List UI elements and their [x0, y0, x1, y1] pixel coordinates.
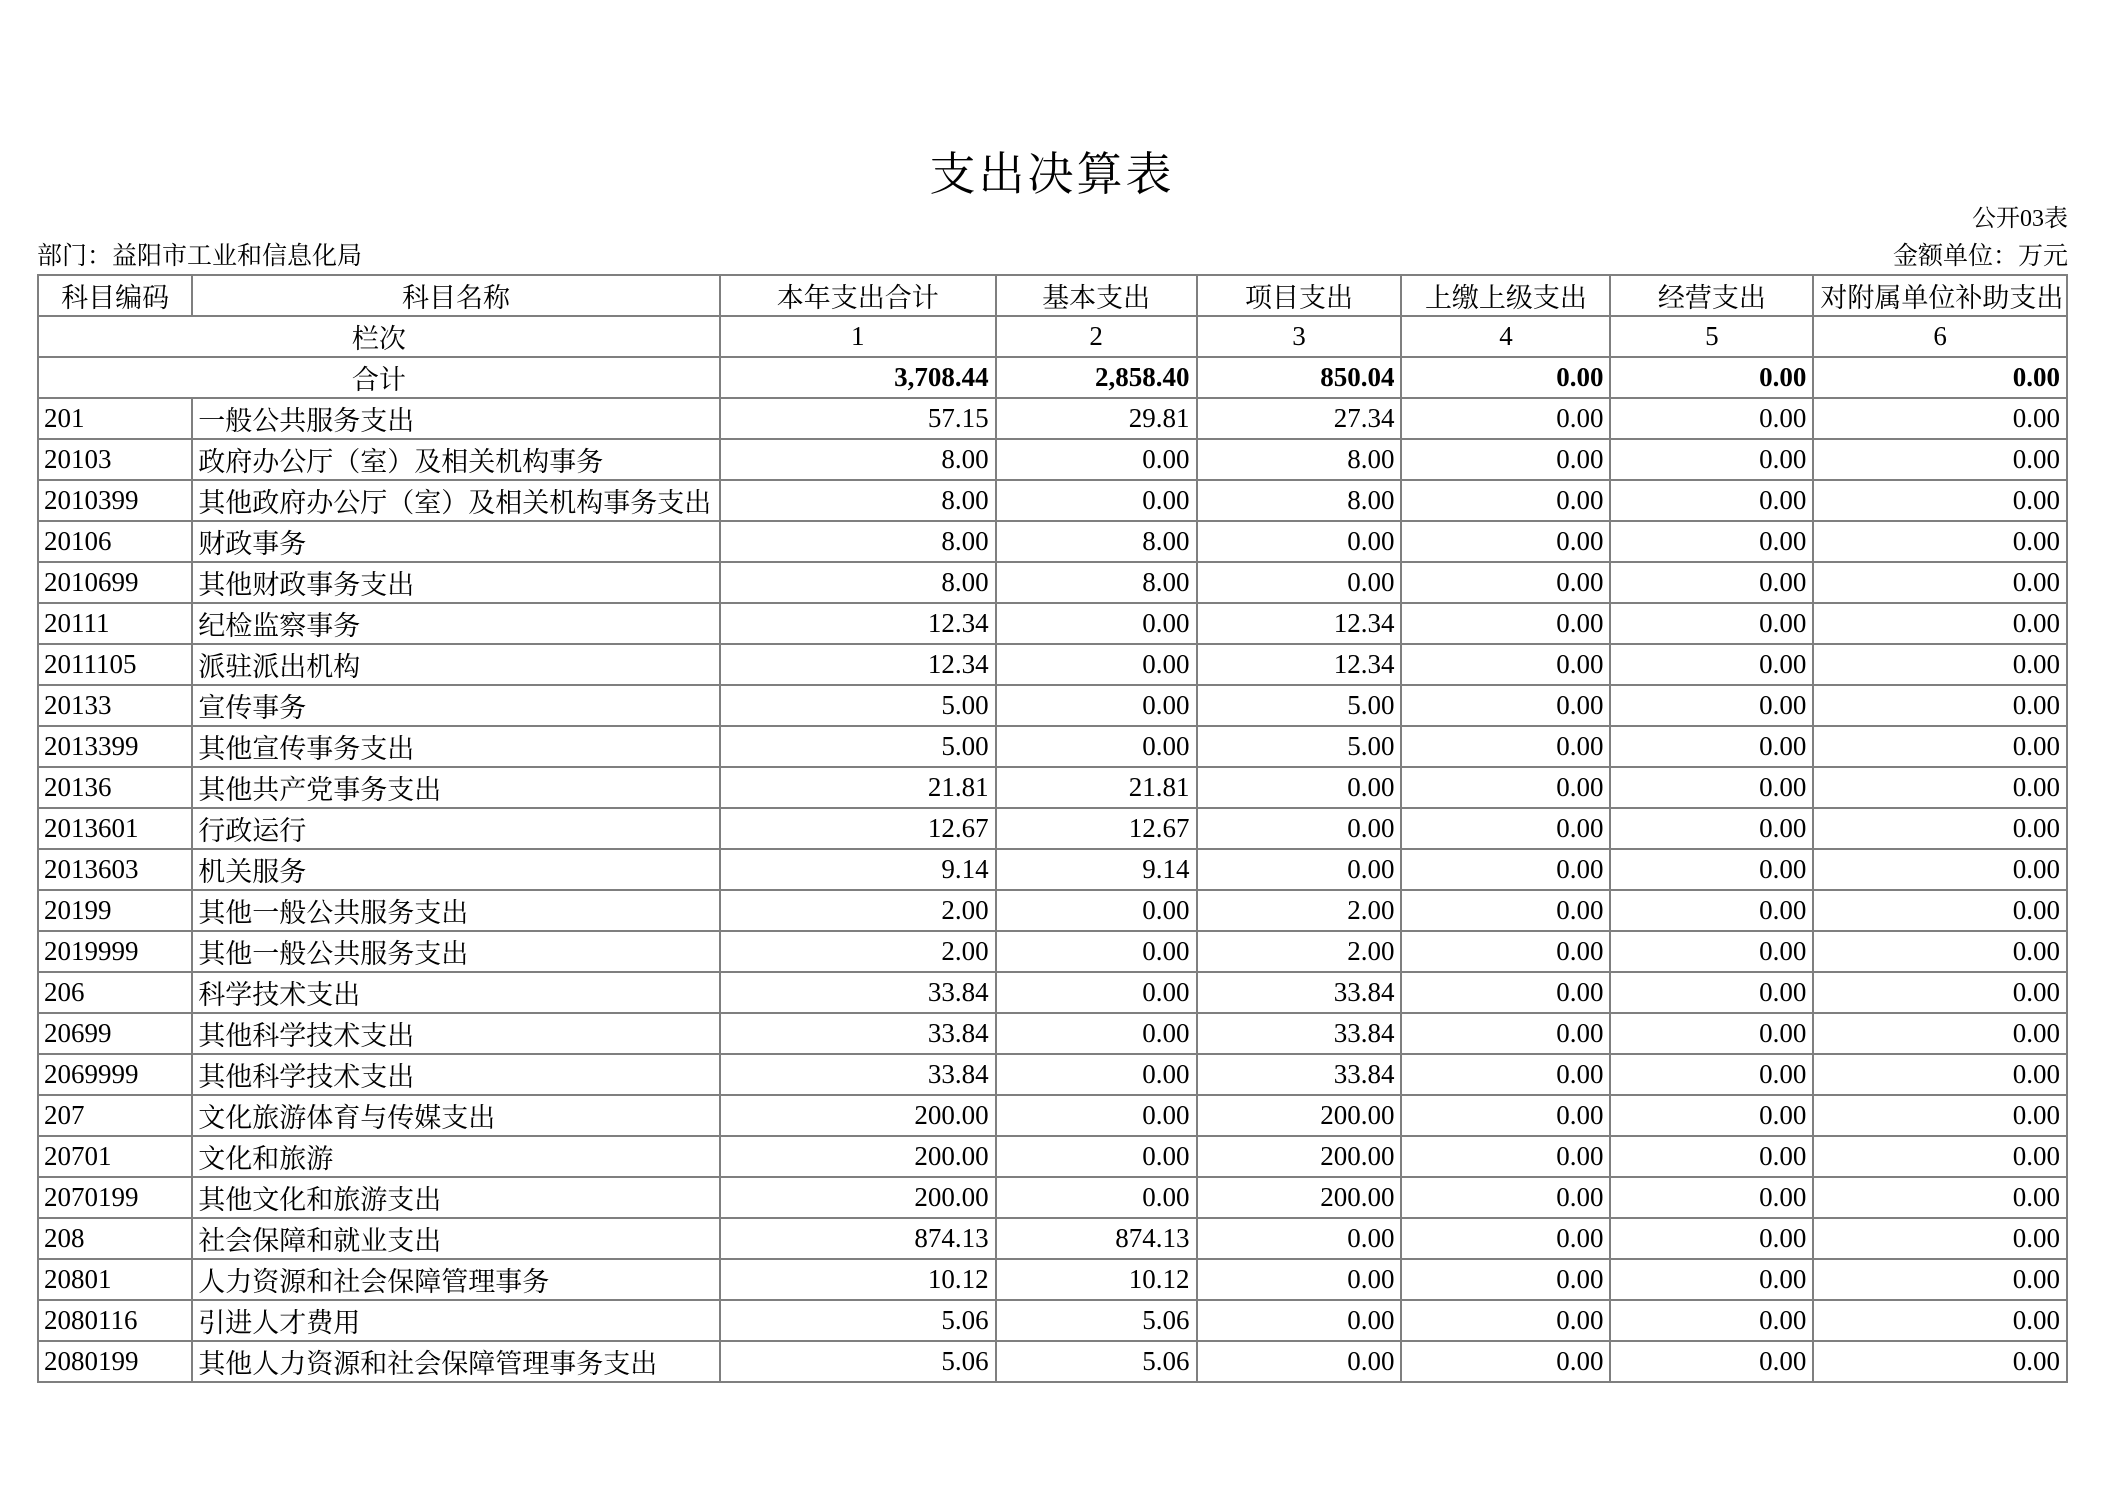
cell-year-total: 8.00: [720, 521, 996, 562]
cell-basic: 0.00: [996, 1054, 1197, 1095]
cell-subject-code: 2013601: [38, 808, 192, 849]
cell-upper-level: 0.00: [1401, 439, 1610, 480]
cell-basic: 0.00: [996, 603, 1197, 644]
cell-basic: 0.00: [996, 1095, 1197, 1136]
total-value-subsidy: 0.00: [1813, 357, 2067, 398]
cell-operating: 0.00: [1610, 849, 1813, 890]
column-number: 1: [720, 316, 996, 357]
cell-subsidy: 0.00: [1813, 1259, 2067, 1300]
cell-project: 0.00: [1197, 1300, 1402, 1341]
cell-operating: 0.00: [1610, 1095, 1813, 1136]
cell-project: 0.00: [1197, 1259, 1402, 1300]
total-row: [38, 357, 2067, 398]
cell-year-total: 874.13: [720, 1218, 996, 1259]
cell-project: 8.00: [1197, 439, 1402, 480]
meta-line: [37, 236, 2068, 272]
cell-subsidy: 0.00: [1813, 849, 2067, 890]
cell-subject-name: 其他人力资源和社会保障管理事务支出: [192, 1341, 720, 1382]
cell-subject-code: 2080199: [38, 1341, 192, 1382]
cell-upper-level: 0.00: [1401, 1095, 1610, 1136]
cell-subject-code: 2070199: [38, 1177, 192, 1218]
cell-project: 0.00: [1197, 1218, 1402, 1259]
cell-upper-level: 0.00: [1401, 480, 1610, 521]
cell-subject-name: 一般公共服务支出: [192, 398, 720, 439]
cell-year-total: 200.00: [720, 1136, 996, 1177]
cell-subject-code: 20699: [38, 1013, 192, 1054]
cell-subsidy: 0.00: [1813, 439, 2067, 480]
cell-subsidy: 0.00: [1813, 562, 2067, 603]
cell-basic: 5.06: [996, 1300, 1197, 1341]
cell-upper-level: 0.00: [1401, 849, 1610, 890]
cell-basic: 0.00: [996, 1177, 1197, 1218]
cell-subject-code: 2019999: [38, 931, 192, 972]
cell-year-total: 21.81: [720, 767, 996, 808]
cell-subject-code: 2069999: [38, 1054, 192, 1095]
col-header-subsidy: 对附属单位补助支出: [1813, 275, 2067, 316]
cell-subject-name: 宣传事务: [192, 685, 720, 726]
cell-subject-code: 20801: [38, 1259, 192, 1300]
cell-subject-code: 20106: [38, 521, 192, 562]
table-row: [38, 480, 2067, 521]
cell-subsidy: 0.00: [1813, 1136, 2067, 1177]
cell-year-total: 5.00: [720, 685, 996, 726]
column-number: 6: [1813, 316, 2067, 357]
cell-subsidy: 0.00: [1813, 1341, 2067, 1382]
cell-basic: 0.00: [996, 931, 1197, 972]
cell-subject-code: 20133: [38, 685, 192, 726]
cell-subject-code: 2011105: [38, 644, 192, 685]
cell-subject-name: 纪检监察事务: [192, 603, 720, 644]
table-row: [38, 726, 2067, 767]
cell-project: 200.00: [1197, 1136, 1402, 1177]
cell-basic: 874.13: [996, 1218, 1197, 1259]
cell-subject-name: 行政运行: [192, 808, 720, 849]
expenditure-table: [37, 274, 2068, 1383]
cell-year-total: 10.12: [720, 1259, 996, 1300]
cell-subject-code: 20701: [38, 1136, 192, 1177]
cell-subject-name: 其他财政事务支出: [192, 562, 720, 603]
total-value-operating: 0.00: [1610, 357, 1813, 398]
cell-year-total: 12.67: [720, 808, 996, 849]
cell-year-total: 200.00: [720, 1095, 996, 1136]
column-number: 5: [1610, 316, 1813, 357]
table-row: [38, 849, 2067, 890]
cell-operating: 0.00: [1610, 1259, 1813, 1300]
cell-operating: 0.00: [1610, 685, 1813, 726]
cell-year-total: 57.15: [720, 398, 996, 439]
cell-basic: 10.12: [996, 1259, 1197, 1300]
cell-project: 8.00: [1197, 480, 1402, 521]
cell-basic: 8.00: [996, 521, 1197, 562]
cell-project: 27.34: [1197, 398, 1402, 439]
cell-subject-name: 政府办公厅（室）及相关机构事务: [192, 439, 720, 480]
cell-basic: 0.00: [996, 480, 1197, 521]
cell-project: 5.00: [1197, 685, 1402, 726]
cell-operating: 0.00: [1610, 1218, 1813, 1259]
cell-operating: 0.00: [1610, 726, 1813, 767]
col-header-project: 项目支出: [1197, 275, 1402, 316]
cell-operating: 0.00: [1610, 1177, 1813, 1218]
cell-operating: 0.00: [1610, 439, 1813, 480]
cell-upper-level: 0.00: [1401, 562, 1610, 603]
cell-year-total: 12.34: [720, 603, 996, 644]
cell-subject-name: 派驻派出机构: [192, 644, 720, 685]
cell-upper-level: 0.00: [1401, 1177, 1610, 1218]
cell-subject-name: 其他科学技术支出: [192, 1054, 720, 1095]
cell-subsidy: 0.00: [1813, 685, 2067, 726]
cell-basic: 0.00: [996, 439, 1197, 480]
cell-upper-level: 0.00: [1401, 1341, 1610, 1382]
cell-project: 12.34: [1197, 603, 1402, 644]
cell-subsidy: 0.00: [1813, 890, 2067, 931]
column-number: 3: [1197, 316, 1402, 357]
column-number-row: [38, 316, 2067, 357]
cell-subject-name: 其他政府办公厅（室）及相关机构事务支出: [192, 480, 720, 521]
cell-upper-level: 0.00: [1401, 1218, 1610, 1259]
cell-subsidy: 0.00: [1813, 1054, 2067, 1095]
table-row: [38, 931, 2067, 972]
col-header-upper-level: 上缴上级支出: [1401, 275, 1610, 316]
table-row: [38, 1218, 2067, 1259]
cell-upper-level: 0.00: [1401, 398, 1610, 439]
total-label: 合计: [38, 357, 720, 398]
cell-subject-name: 其他科学技术支出: [192, 1013, 720, 1054]
department-label: 部门：益阳市工业和信息化局: [37, 243, 363, 270]
cell-subsidy: 0.00: [1813, 1095, 2067, 1136]
cell-subsidy: 0.00: [1813, 603, 2067, 644]
cell-subject-code: 2013399: [38, 726, 192, 767]
cell-project: 200.00: [1197, 1095, 1402, 1136]
cell-project: 2.00: [1197, 890, 1402, 931]
cell-operating: 0.00: [1610, 972, 1813, 1013]
cell-subsidy: 0.00: [1813, 972, 2067, 1013]
cell-basic: 21.81: [996, 767, 1197, 808]
cell-year-total: 33.84: [720, 1013, 996, 1054]
total-value-basic: 2,858.40: [996, 357, 1197, 398]
cell-project: 33.84: [1197, 1013, 1402, 1054]
cell-project: 2.00: [1197, 931, 1402, 972]
cell-subsidy: 0.00: [1813, 1218, 2067, 1259]
total-value-upper-level: 0.00: [1401, 357, 1610, 398]
table-row: [38, 1259, 2067, 1300]
cell-operating: 0.00: [1610, 1341, 1813, 1382]
cell-subject-code: 20111: [38, 603, 192, 644]
cell-subject-name: 人力资源和社会保障管理事务: [192, 1259, 720, 1300]
cell-subject-name: 其他宣传事务支出: [192, 726, 720, 767]
cell-year-total: 9.14: [720, 849, 996, 890]
unit-label: 金额单位：万元: [1892, 243, 2068, 270]
cell-basic: 9.14: [996, 849, 1197, 890]
cell-upper-level: 0.00: [1401, 603, 1610, 644]
cell-upper-level: 0.00: [1401, 931, 1610, 972]
cell-subject-code: 201: [38, 398, 192, 439]
cell-operating: 0.00: [1610, 767, 1813, 808]
cell-subject-name: 引进人才费用: [192, 1300, 720, 1341]
col-header-subject-code: 科目编码: [38, 275, 192, 316]
table-row: [38, 890, 2067, 931]
col-header-basic: 基本支出: [996, 275, 1197, 316]
cell-basic: 0.00: [996, 1013, 1197, 1054]
cell-project: 0.00: [1197, 562, 1402, 603]
lanci-label: 栏次: [38, 316, 720, 357]
cell-basic: 29.81: [996, 398, 1197, 439]
table-row: [38, 1300, 2067, 1341]
cell-basic: 0.00: [996, 972, 1197, 1013]
cell-year-total: 2.00: [720, 890, 996, 931]
cell-subject-code: 20103: [38, 439, 192, 480]
cell-project: 0.00: [1197, 767, 1402, 808]
cell-subsidy: 0.00: [1813, 1013, 2067, 1054]
cell-year-total: 5.00: [720, 726, 996, 767]
cell-subject-name: 其他文化和旅游支出: [192, 1177, 720, 1218]
col-header-year-total: 本年支出合计: [720, 275, 996, 316]
cell-subsidy: 0.00: [1813, 767, 2067, 808]
form-code-label: 公开03表: [1972, 206, 2068, 232]
cell-year-total: 5.06: [720, 1341, 996, 1382]
cell-year-total: 5.06: [720, 1300, 996, 1341]
cell-upper-level: 0.00: [1401, 1136, 1610, 1177]
cell-project: 0.00: [1197, 849, 1402, 890]
cell-operating: 0.00: [1610, 890, 1813, 931]
cell-project: 5.00: [1197, 726, 1402, 767]
cell-subject-code: 207: [38, 1095, 192, 1136]
table-body: [38, 398, 2067, 1382]
cell-subsidy: 0.00: [1813, 726, 2067, 767]
cell-year-total: 8.00: [720, 562, 996, 603]
cell-subsidy: 0.00: [1813, 521, 2067, 562]
cell-subject-code: 2010699: [38, 562, 192, 603]
cell-subsidy: 0.00: [1813, 398, 2067, 439]
cell-year-total: 33.84: [720, 972, 996, 1013]
table-row: [38, 1177, 2067, 1218]
cell-subsidy: 0.00: [1813, 644, 2067, 685]
cell-basic: 0.00: [996, 726, 1197, 767]
table-row: [38, 1341, 2067, 1382]
cell-subject-name: 文化和旅游: [192, 1136, 720, 1177]
cell-upper-level: 0.00: [1401, 1300, 1610, 1341]
cell-year-total: 2.00: [720, 931, 996, 972]
cell-subject-name: 财政事务: [192, 521, 720, 562]
column-number: 2: [996, 316, 1197, 357]
cell-subject-code: 206: [38, 972, 192, 1013]
cell-year-total: 12.34: [720, 644, 996, 685]
cell-project: 0.00: [1197, 521, 1402, 562]
total-value-year-total: 3,708.44: [720, 357, 996, 398]
cell-operating: 0.00: [1610, 521, 1813, 562]
table-row: [38, 439, 2067, 480]
cell-basic: 0.00: [996, 890, 1197, 931]
cell-operating: 0.00: [1610, 1013, 1813, 1054]
cell-upper-level: 0.00: [1401, 1054, 1610, 1095]
column-number: 4: [1401, 316, 1610, 357]
cell-operating: 0.00: [1610, 1054, 1813, 1095]
cell-upper-level: 0.00: [1401, 521, 1610, 562]
cell-basic: 8.00: [996, 562, 1197, 603]
cell-project: 33.84: [1197, 1054, 1402, 1095]
cell-subsidy: 0.00: [1813, 1300, 2067, 1341]
cell-upper-level: 0.00: [1401, 1259, 1610, 1300]
table-row: [38, 644, 2067, 685]
cell-basic: 12.67: [996, 808, 1197, 849]
table-row: [38, 808, 2067, 849]
cell-project: 200.00: [1197, 1177, 1402, 1218]
cell-operating: 0.00: [1610, 644, 1813, 685]
cell-subject-code: 2080116: [38, 1300, 192, 1341]
cell-subject-code: 20136: [38, 767, 192, 808]
cell-subject-name: 其他共产党事务支出: [192, 767, 720, 808]
cell-operating: 0.00: [1610, 931, 1813, 972]
cell-basic: 0.00: [996, 644, 1197, 685]
cell-operating: 0.00: [1610, 398, 1813, 439]
table-row: [38, 685, 2067, 726]
col-header-subject-name: 科目名称: [192, 275, 720, 316]
cell-upper-level: 0.00: [1401, 767, 1610, 808]
cell-upper-level: 0.00: [1401, 972, 1610, 1013]
cell-upper-level: 0.00: [1401, 644, 1610, 685]
table-row: [38, 603, 2067, 644]
cell-subject-name: 其他一般公共服务支出: [192, 931, 720, 972]
cell-operating: 0.00: [1610, 562, 1813, 603]
cell-subsidy: 0.00: [1813, 808, 2067, 849]
cell-operating: 0.00: [1610, 1136, 1813, 1177]
cell-subject-name: 科学技术支出: [192, 972, 720, 1013]
cell-subject-code: 2010399: [38, 480, 192, 521]
cell-year-total: 33.84: [720, 1054, 996, 1095]
total-value-project: 850.04: [1197, 357, 1402, 398]
cell-basic: 0.00: [996, 685, 1197, 726]
page-title: 支出决算表: [929, 149, 1175, 200]
cell-operating: 0.00: [1610, 1300, 1813, 1341]
table-row: [38, 1095, 2067, 1136]
table-row: [38, 972, 2067, 1013]
cell-project: 33.84: [1197, 972, 1402, 1013]
cell-subject-code: 20199: [38, 890, 192, 931]
cell-subject-code: 208: [38, 1218, 192, 1259]
cell-upper-level: 0.00: [1401, 890, 1610, 931]
cell-upper-level: 0.00: [1401, 808, 1610, 849]
cell-upper-level: 0.00: [1401, 685, 1610, 726]
cell-upper-level: 0.00: [1401, 726, 1610, 767]
table-row: [38, 767, 2067, 808]
cell-subject-name: 其他一般公共服务支出: [192, 890, 720, 931]
cell-subject-name: 社会保障和就业支出: [192, 1218, 720, 1259]
cell-year-total: 200.00: [720, 1177, 996, 1218]
cell-operating: 0.00: [1610, 480, 1813, 521]
cell-subject-name: 机关服务: [192, 849, 720, 890]
cell-subsidy: 0.00: [1813, 480, 2067, 521]
cell-subsidy: 0.00: [1813, 931, 2067, 972]
cell-year-total: 8.00: [720, 480, 996, 521]
cell-year-total: 8.00: [720, 439, 996, 480]
cell-project: 0.00: [1197, 808, 1402, 849]
table-row: [38, 398, 2067, 439]
table-row: [38, 562, 2067, 603]
table-row: [38, 521, 2067, 562]
cell-operating: 0.00: [1610, 808, 1813, 849]
cell-basic: 0.00: [996, 1136, 1197, 1177]
cell-subject-name: 文化旅游体育与传媒支出: [192, 1095, 720, 1136]
cell-subsidy: 0.00: [1813, 1177, 2067, 1218]
table-row: [38, 1013, 2067, 1054]
table-header-row: [38, 275, 2067, 316]
cell-operating: 0.00: [1610, 603, 1813, 644]
cell-basic: 5.06: [996, 1341, 1197, 1382]
cell-subject-code: 2013603: [38, 849, 192, 890]
cell-upper-level: 0.00: [1401, 1013, 1610, 1054]
table-row: [38, 1054, 2067, 1095]
table-row: [38, 1136, 2067, 1177]
col-header-operating: 经营支出: [1610, 275, 1813, 316]
cell-project: 0.00: [1197, 1341, 1402, 1382]
cell-project: 12.34: [1197, 644, 1402, 685]
